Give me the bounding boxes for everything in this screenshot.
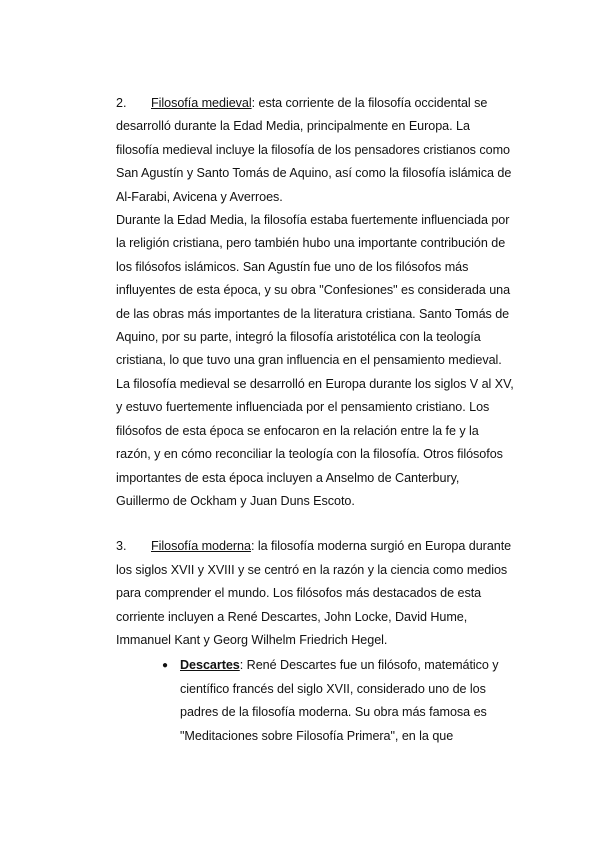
section-number: 2. <box>116 96 127 110</box>
section-heading: Filosofía medieval <box>151 96 252 110</box>
section-intro-text: : esta corriente de la filosofía occidental se desarrolló durante la Edad Media, principalmente en Europa. La filosofía medieval incluye la filosofía de los pensadores cristianos como San Agustín y Santo Tomás de Aquino, así como la filosofía islámica de Al-Farabi, Avicena y Averroes. <box>116 96 512 204</box>
section-medieval-intro <box>116 92 516 209</box>
section-medieval-body: Durante la Edad Media, la filosofía estaba fuertemente influenciada por la religión cristiana, pero también hubo una importante contribución de los filósofos islámicos. San Agustín fue uno de los filósofos más influyentes de esta época, y su obra "Confesiones" es considerada una de las obras más importantes de la literatura cristiana. Santo Tomás de Aquino, por su parte, integró la filosofía aristotélica con la teología cristiana, lo que tuvo una gran influencia en el pensamiento medieval. La filosofía medieval se desarrolló en Europa durante los siglos V al XV, y estuvo fuertemente influenciada por el pensamiento cristiano. Los filósofos de esta época se enfocaron en la relación entre la fe y la razón, y en cómo reconciliar la teología con la filosofía. Otros filósofos importantes de esta época incluyen a Anselmo de Canterbury, Guillermo de Ockham y Juan Duns Escoto. <box>116 213 514 508</box>
section-intro-text: : la filosofía moderna surgió en Europa durante los siglos XVII y XVIII y se centró en la razón y la ciencia como medios para comprender el mundo. Los filósofos más destacados de esta corriente incluyen a René Descartes, John Locke, David Hume, Immanuel Kant y Georg Wilhelm Friedrich Hegel. <box>116 539 512 647</box>
section-heading: Filosofía moderna <box>151 539 251 554</box>
document-content <box>116 92 516 748</box>
spacer <box>116 513 516 535</box>
bullet-text <box>180 654 516 748</box>
bullet-term: Descartes <box>180 658 240 673</box>
section-moderna-intro <box>116 535 516 652</box>
section-number: 3. <box>116 539 127 554</box>
bullet-icon: ● <box>162 660 168 672</box>
bullet-item-descartes <box>162 654 516 748</box>
bullet-description: : René Descartes fue un filósofo, matemático y científico francés del siglo XVII, considerado uno de los padres de la filosofía moderna. Su obra más famosa es "Meditaciones sobre Filosofía Primera", en la que <box>180 658 499 743</box>
